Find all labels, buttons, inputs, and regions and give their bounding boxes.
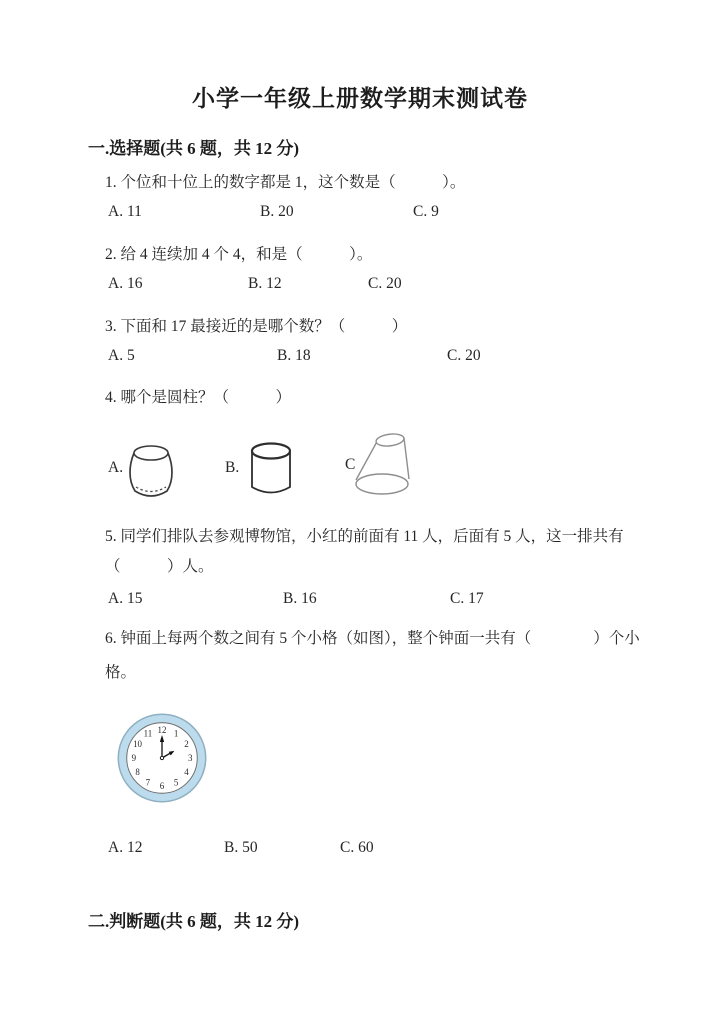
svg-text:11: 11 (143, 728, 153, 739)
svg-text:8: 8 (135, 767, 140, 778)
svg-text:10: 10 (133, 738, 143, 749)
question-6-option-a: A. 12 (108, 839, 143, 856)
svg-text:4: 4 (184, 767, 189, 778)
question-5-option-c: C. 17 (450, 590, 484, 607)
cone-frustum-icon (352, 428, 416, 498)
question-1-option-b: B. 20 (260, 203, 294, 220)
question-1-option-a: A. 11 (108, 203, 142, 220)
section-1-heading: 一.选择题(共 6 题，共 12 分) (88, 139, 300, 158)
question-5-text-line1: 5. 同学们排队去参观博物馆，小红的前面有 11 人，后面有 5 人，这一排共有 (105, 528, 624, 545)
question-2-option-a: A. 16 (108, 275, 143, 292)
question-2-option-c: C. 20 (368, 275, 402, 292)
question-3-options (0, 347, 720, 369)
svg-text:2: 2 (184, 738, 189, 749)
page-title: 小学一年级上册数学期末测试卷 (192, 86, 528, 111)
svg-text:12: 12 (157, 724, 167, 735)
question-3-option-c: C. 20 (447, 347, 481, 364)
question-1-options (0, 203, 720, 225)
svg-text:7: 7 (145, 777, 151, 788)
question-6-options (0, 839, 720, 861)
question-3-option-a: A. 5 (108, 347, 135, 364)
svg-text:6: 6 (159, 781, 165, 792)
figure-c-label: C (345, 456, 356, 473)
question-2-options (0, 275, 720, 297)
question-5-option-a: A. 15 (108, 590, 143, 607)
question-4-text: 4. 哪个是圆柱？（ ） (105, 389, 292, 406)
question-2-text: 2. 给 4 连续加 4 个 4，和是（ ）。 (105, 246, 373, 263)
question-6-option-b: B. 50 (224, 839, 258, 856)
question-5-text (105, 522, 640, 582)
section-2-heading: 二.判断题(共 6 题，共 12 分) (88, 912, 300, 931)
question-5-options (0, 590, 720, 612)
svg-text:3: 3 (187, 753, 193, 763)
svg-text:1: 1 (173, 728, 179, 739)
svg-text:5: 5 (173, 777, 179, 788)
barrel-icon (126, 440, 176, 500)
question-6-text-line2: 格。 (105, 664, 137, 681)
figure-a-label: A. (108, 459, 124, 476)
question-6-option-c: C. 60 (340, 839, 374, 856)
question-5-option-b: B. 16 (283, 590, 317, 607)
cylinder-icon (249, 441, 293, 499)
question-3-text: 3. 下面和 17 最接近的是哪个数？（ ） (105, 318, 408, 335)
question-1-option-c: C. 9 (413, 203, 439, 220)
question-6-text-line1: 6. 钟面上每两个数之间有 5 个小格（如图），整个钟面一共有（ ）个小 (105, 630, 640, 647)
question-2-option-b: B. 12 (248, 275, 282, 292)
svg-text:9: 9 (131, 753, 137, 763)
figure-b-label: B. (225, 459, 240, 476)
question-5-text-line2: （ ）人。 (105, 558, 214, 575)
clock-icon (115, 710, 209, 806)
question-1-text: 1. 个位和十位上的数字都是 1，这个数是（ ）。 (105, 174, 466, 191)
question-3-option-b: B. 18 (277, 347, 311, 364)
question-6-text (105, 622, 640, 690)
